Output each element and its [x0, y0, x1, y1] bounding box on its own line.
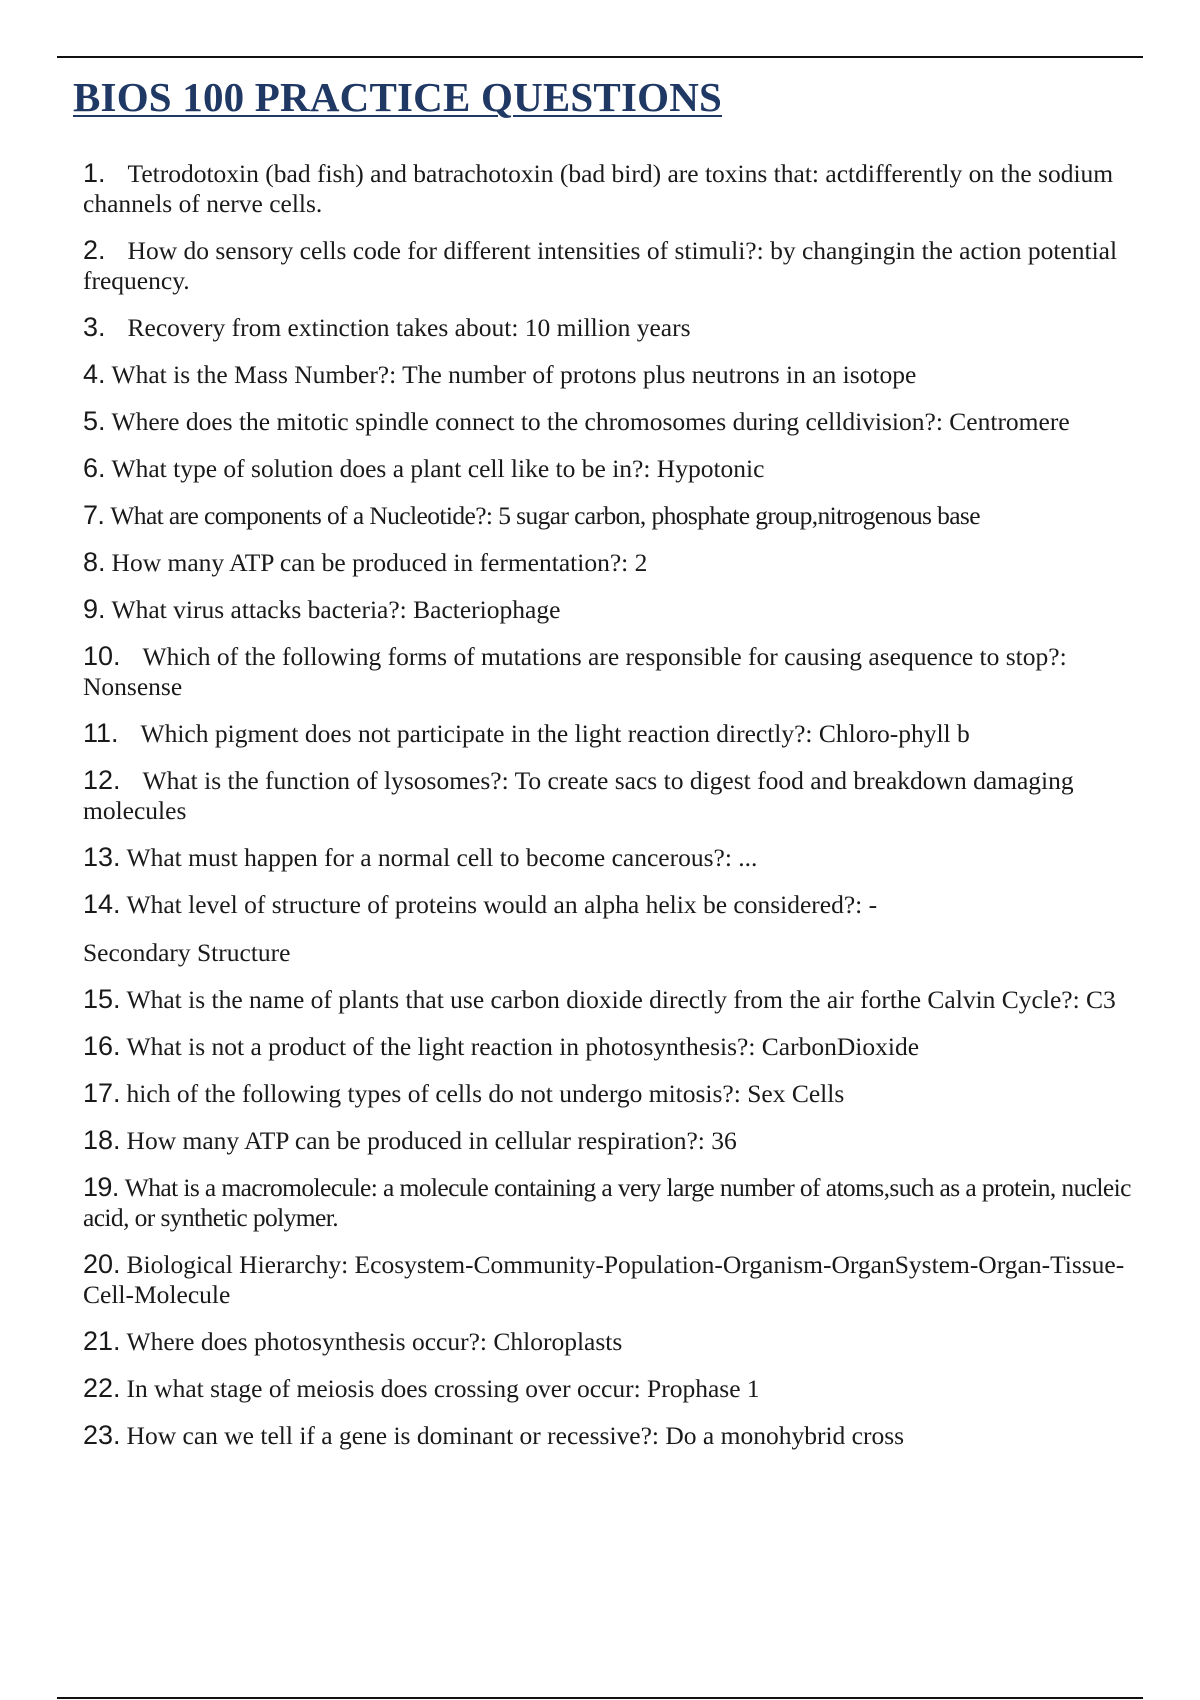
question-text: Which of the following forms of mutations are responsible for causing asequence to stop?: Nonsense [83, 642, 1067, 701]
question-number: 23. [83, 1420, 121, 1450]
question-item [83, 984, 1133, 1015]
question-number: 16. [83, 1031, 121, 1061]
question-text: Tetrodotoxin (bad fish) and batrachotoxin (bad bird) are toxins that: actdifferently on the sodium channels of nerve cells. [83, 159, 1114, 218]
question-number: 20. [83, 1249, 121, 1279]
question-number: 9. [83, 594, 106, 624]
question-text: What is the Mass Number?: The number of protons plus neutrons in an isotope [111, 360, 917, 389]
question-number: 8. [83, 547, 106, 577]
bottom-divider [57, 1697, 1143, 1699]
question-item [83, 594, 1133, 625]
question-text: How many ATP can be produced in fermentation?: 2 [111, 548, 648, 577]
question-text: What is a macromolecule: a molecule containing a very large number of atoms,such as a protein, nucleic acid, or synthetic polymer. [83, 1173, 1131, 1232]
top-divider [57, 56, 1143, 58]
question-item [83, 453, 1133, 484]
question-item [83, 718, 1133, 749]
question-text: What is the function of lysosomes?: To create sacs to digest food and breakdown damaging molecules [83, 766, 1074, 825]
question-item [83, 547, 1133, 578]
question-number: 1. [83, 158, 106, 188]
question-text: How many ATP can be produced in cellular respiration?: 36 [126, 1126, 737, 1155]
question-number: 15. [83, 984, 121, 1014]
question-item [83, 312, 1133, 343]
question-text: Which pigment does not participate in the light reaction directly?: Chloro-phyll b [140, 719, 970, 748]
question-text: Recovery from extinction takes about: 10 million years [127, 313, 691, 342]
question-text: What virus attacks bacteria?: Bacteriophage [111, 595, 561, 624]
question-number: 2. [83, 235, 106, 265]
question-item [83, 359, 1133, 390]
question-continuation: Secondary Structure [83, 938, 291, 967]
question-number: 22. [83, 1373, 121, 1403]
question-number: 11. [83, 718, 119, 748]
question-item [83, 158, 1133, 219]
question-item [83, 406, 1133, 437]
question-text: How do sensory cells code for different intensities of stimuli?: by changingin the action potential frequency. [83, 236, 1118, 295]
question-text: hich of the following types of cells do not undergo mitosis?: Sex Cells [126, 1079, 845, 1108]
question-text: Biological Hierarchy: Ecosystem-Community-Population-Organism-OrganSystem-Organ-Tissue-Cell-Molecule [83, 1250, 1125, 1309]
question-text: Where does photosynthesis occur?: Chloroplasts [126, 1327, 623, 1356]
question-item [83, 235, 1133, 296]
question-text: What must happen for a normal cell to become cancerous?: ... [126, 843, 758, 872]
question-item [83, 842, 1133, 873]
question-item [83, 1326, 1133, 1357]
question-text: Where does the mitotic spindle connect to the chromosomes during celldivision?: Centromere [111, 407, 1070, 436]
question-item [83, 1249, 1133, 1310]
question-number: 14. [83, 889, 121, 919]
question-number: 3. [83, 312, 106, 342]
question-item [83, 1078, 1133, 1109]
question-number: 17. [83, 1078, 121, 1108]
question-item [83, 500, 1133, 531]
question-text: How can we tell if a gene is dominant or recessive?: Do a monohybrid cross [126, 1421, 905, 1450]
question-number: 13. [83, 842, 121, 872]
question-text: What are components of a Nucleotide?: 5 sugar carbon, phosphate group,nitrogenous base [110, 501, 980, 530]
page-title: BIOS 100 PRACTICE QUESTIONS [73, 74, 723, 120]
question-item [83, 1031, 1133, 1062]
question-text: What type of solution does a plant cell like to be in?: Hypotonic [111, 454, 765, 483]
question-item [83, 1420, 1133, 1451]
question-number: 10. [83, 641, 121, 671]
question-text: What is not a product of the light reaction in photosynthesis?: CarbonDioxide [126, 1032, 920, 1061]
question-number: 7. [83, 500, 105, 530]
question-item [83, 765, 1133, 826]
question-number: 21. [83, 1326, 121, 1356]
question-number: 19. [83, 1172, 119, 1202]
question-text: What level of structure of proteins would an alpha helix be considered?: - [126, 890, 878, 919]
question-number: 5. [83, 406, 106, 436]
question-number: 4. [83, 359, 106, 389]
question-text: What is the name of plants that use carbon dioxide directly from the air forthe Calvin Cycle?: C3 [126, 985, 1116, 1014]
question-item [83, 1125, 1133, 1156]
question-number: 18. [83, 1125, 121, 1155]
question-item [83, 1373, 1133, 1404]
question-item [83, 641, 1133, 702]
question-text: In what stage of meiosis does crossing over occur: Prophase 1 [126, 1374, 760, 1403]
question-number: 6. [83, 453, 106, 483]
question-list [83, 158, 1133, 1467]
question-item [83, 889, 1133, 968]
question-number: 12. [83, 765, 121, 795]
question-item [83, 1172, 1133, 1233]
